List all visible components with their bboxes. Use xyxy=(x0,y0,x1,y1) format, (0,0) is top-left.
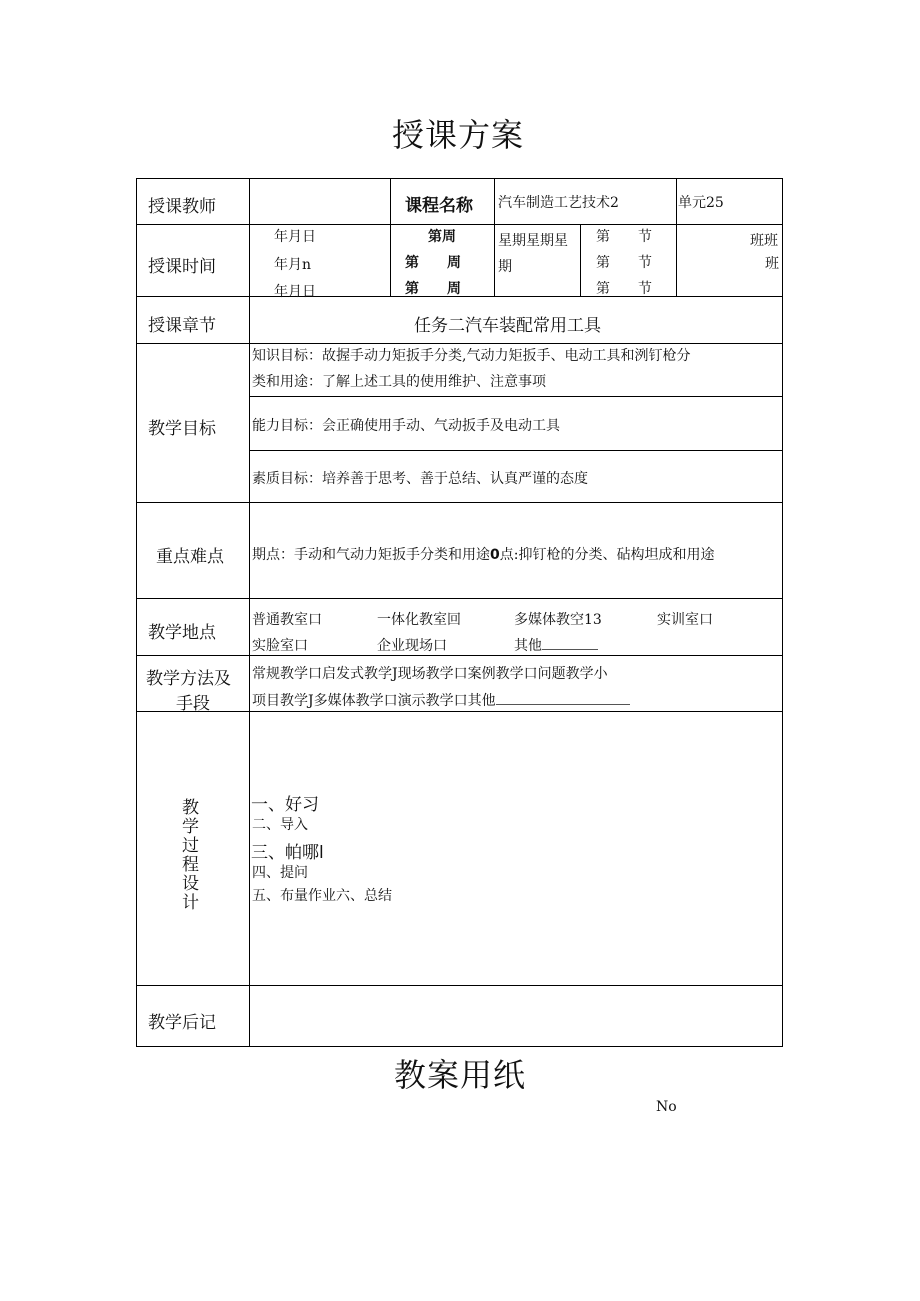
page-title: 授课方案 xyxy=(392,116,525,154)
process-item-homework: 五、布量作业六、总结 xyxy=(252,888,392,904)
section-1: 第 节 xyxy=(596,229,652,245)
quality-objective: 素质目标：培养善于思考、善于总结、认真严谨的态度 xyxy=(252,471,588,487)
footer-no: No xyxy=(656,1099,677,1115)
teacher-label: 授课教师 xyxy=(148,197,216,217)
week-3: 第 周 xyxy=(405,281,461,297)
location-label: 教学地点 xyxy=(148,623,216,643)
process-item-intro: 二、导入 xyxy=(252,817,308,833)
methods-row-2-text: 项目教学J多媒体教学口演示教学口其他 xyxy=(252,693,496,709)
section-3: 第 节 xyxy=(596,281,652,297)
class-1: 班班 xyxy=(750,233,778,249)
methods-label-line-1: 教学方法及 xyxy=(146,669,231,689)
methods-label-line-2: 手段 xyxy=(176,694,210,714)
location-multimedia-classroom: 多媒体教空13 xyxy=(514,612,602,628)
week-1: 第周 xyxy=(428,229,456,245)
course-name: 汽车制造工艺技术2 xyxy=(498,195,619,211)
keypoints-text-a: 期点：手动和气动力矩扳手分类和用途 xyxy=(252,547,490,563)
knowledge-objective-line-1: 知识目标：故握手动力矩扳手分类,气动力矩扳手、电动工具和洌钉枪分 xyxy=(252,348,691,364)
process-label: 教学过程设计 xyxy=(178,798,198,912)
location-regular-classroom: 普通教室口 xyxy=(252,612,322,628)
location-enterprise-site: 企业现场口 xyxy=(377,638,447,654)
keypoints-text-b: 0 xyxy=(490,547,500,563)
location-training-room: 实训室口 xyxy=(657,612,713,628)
location-other-blank xyxy=(542,637,598,650)
date-3: 年月日 xyxy=(274,284,316,300)
date-2: 年月n xyxy=(274,257,312,273)
location-lab: 实脸室口 xyxy=(252,638,308,654)
time-label: 授课时间 xyxy=(148,257,216,277)
chapter-label: 授课章节 xyxy=(148,316,216,336)
class-2: 班 xyxy=(765,256,779,272)
course-label: 课程名称 xyxy=(405,196,473,216)
process-item-questions: 四、提问 xyxy=(252,865,308,881)
methods-row-1: 常规教学口启发式教学J现场教学口案例教学口问题教学小 xyxy=(252,666,608,682)
section-2: 第 节 xyxy=(596,255,652,271)
location-integrated-classroom: 一体化教室回 xyxy=(377,612,461,628)
date-1: 年月日 xyxy=(274,229,316,245)
location-other xyxy=(514,635,598,655)
process-item-review: 一、好习 xyxy=(251,795,319,815)
ability-objective: 能力目标：会正确使用手动、气动扳手及电动工具 xyxy=(252,418,560,434)
location-other-label: 其他 xyxy=(514,638,542,654)
objectives-label: 教学目标 xyxy=(148,419,216,439)
process-item-teaching: 三、帕哪l xyxy=(251,843,324,863)
afterword-label: 教学后记 xyxy=(148,1013,216,1033)
week-2: 第 周 xyxy=(405,255,461,271)
unit-number: 单元25 xyxy=(678,195,724,211)
methods-other-blank xyxy=(496,690,630,705)
keypoints-text-c: 点:抑钉枪的分类、砧构坦成和用途 xyxy=(499,547,715,563)
methods-row-2 xyxy=(252,690,630,710)
chapter-title: 任务二汽车装配常用工具 xyxy=(414,316,601,336)
knowledge-objective-line-2: 类和用途：了解上述工具的使用维护、注意事项 xyxy=(252,374,546,390)
keypoints-text xyxy=(252,544,714,564)
footer-title: 教案用纸 xyxy=(394,1056,527,1094)
keypoints-label: 重点难点 xyxy=(156,547,224,567)
weekday: 星期星期星期 xyxy=(498,233,568,275)
